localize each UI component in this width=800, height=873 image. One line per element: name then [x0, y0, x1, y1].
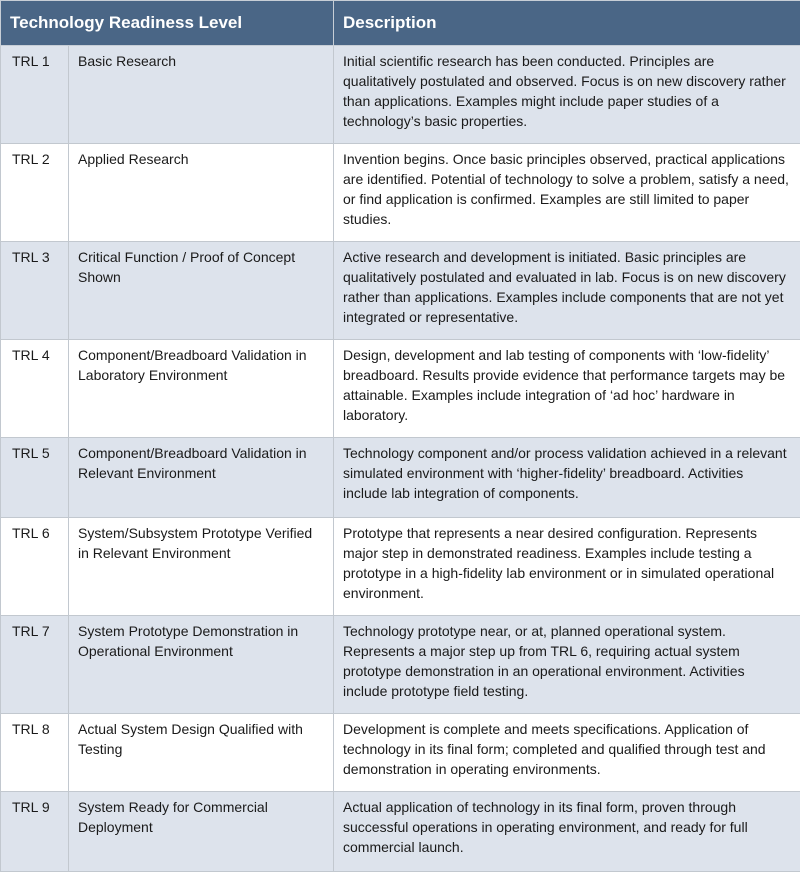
trl-description: Design, development and lab testing of components with ‘low-fidelity’ breadboard. Results provide evidence that performance targets may be attainable. Examples include integration of ‘ad hoc’ hardware in laboratory.	[334, 340, 800, 438]
header-description: Description	[334, 1, 800, 46]
table-row	[1, 714, 800, 792]
trl-name: Basic Research	[69, 46, 334, 144]
trl-description: Technology prototype near, or at, planned operational system. Represents a major step up from TRL 6, requiring actual system prototype demonstration in an operational environment. Activities include prototype field testing.	[334, 616, 800, 714]
trl-description: Actual application of technology in its final form, proven through successful operations in operating environment, and ready for full commercial launch.	[334, 792, 800, 872]
table-row	[1, 340, 800, 438]
trl-id: TRL 7	[1, 616, 69, 714]
header-row	[1, 1, 800, 46]
trl-id: TRL 8	[1, 714, 69, 792]
trl-id: TRL 4	[1, 340, 69, 438]
table-row	[1, 616, 800, 714]
table-row	[1, 792, 800, 872]
table-row	[1, 46, 800, 144]
trl-id: TRL 2	[1, 144, 69, 242]
table-row	[1, 438, 800, 518]
trl-id: TRL 9	[1, 792, 69, 872]
trl-description: Technology component and/or process validation achieved in a relevant simulated environment with ‘higher-fidelity’ breadboard. Activities include lab integration of components.	[334, 438, 800, 518]
trl-name: Component/Breadboard Validation in Laboratory Environment	[69, 340, 334, 438]
trl-name: System/Subsystem Prototype Verified in Relevant Environment	[69, 518, 334, 616]
trl-id: TRL 3	[1, 242, 69, 340]
trl-description: Prototype that represents a near desired configuration. Represents major step in demonstrated readiness. Examples include testing a prototype in a high-fidelity lab environment or in simulated operational environment.	[334, 518, 800, 616]
trl-description: Invention begins. Once basic principles observed, practical applications are identified. Potential of technology to solve a problem, satisfy a need, or find application is confirmed. Examples are still limited to paper studies.	[334, 144, 800, 242]
trl-description: Active research and development is initiated. Basic principles are qualitatively postulated and evaluated in lab. Focus is on new discovery rather than applications. Examples include components that are not yet integrated or representative.	[334, 242, 800, 340]
trl-description: Development is complete and meets specifications. Application of technology in its final form; completed and qualified through test and demonstration in operating environments.	[334, 714, 800, 792]
trl-id: TRL 5	[1, 438, 69, 518]
trl-name: Actual System Design Qualified with Testing	[69, 714, 334, 792]
table-row	[1, 144, 800, 242]
table-row	[1, 518, 800, 616]
trl-description: Initial scientific research has been conducted. Principles are qualitatively postulated and observed. Focus is on new discovery rather than applications. Examples might include paper studies of a technology’s basic properties.	[334, 46, 800, 144]
table-row	[1, 242, 800, 340]
trl-id: TRL 1	[1, 46, 69, 144]
trl-name: Applied Research	[69, 144, 334, 242]
trl-name: Critical Function / Proof of Concept Shown	[69, 242, 334, 340]
trl-id: TRL 6	[1, 518, 69, 616]
trl-name: System Ready for Commercial Deployment	[69, 792, 334, 872]
trl-name: Component/Breadboard Validation in Relevant Environment	[69, 438, 334, 518]
trl-name: System Prototype Demonstration in Operational Environment	[69, 616, 334, 714]
header-level: Technology Readiness Level	[1, 1, 334, 46]
